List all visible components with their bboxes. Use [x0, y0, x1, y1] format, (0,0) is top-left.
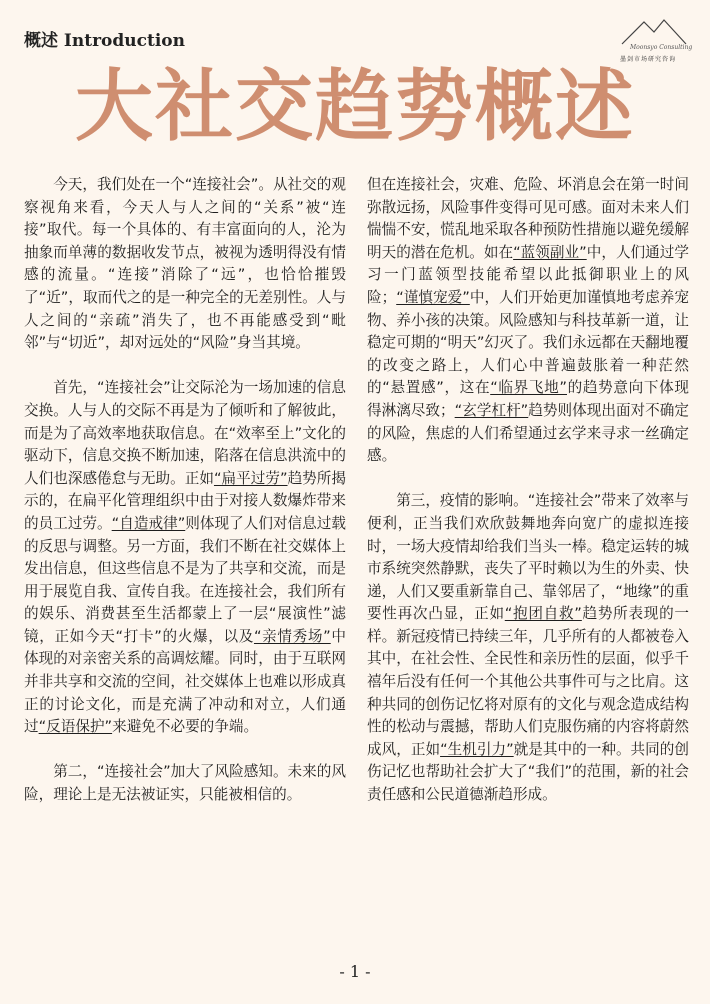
- right-column: [367, 174, 689, 807]
- keyword-metaphysics-leverage: “玄学杠杆”: [454, 401, 529, 419]
- paragraph-first: 首先，“连接社会”让交际沦为一场加速的信息交换。人与人的交际不再是为了倾听和了解彼此，而是为了高效率地获取信息。在“效率至上”文化的驱动下，信息交换不断加速，陷落在信息洪流中的人们也深感倦怠与无助。正如“扁平过劳”趋势所揭示的，在扁平化管理组织中由于对接人数爆炸带来的员工过劳。“自造戒律”则体现了人们对信息过载的反思与调整。另一方面，我们不断在社交媒体上发出信息，但这些信息不是为了共享和交流，而是用于展览自我、宣传自我。在连接社会，我们所有的娱乐、消费甚至生活都蒙上了一层“展演性”滤镜，正如今天“打卡”的火爆，以及“亲情秀场”中体现的对亲密关系的高调炫耀。同时，由于互联网并非共享和交流的空间，社交媒体上也难以形成真正的讨论文化，而是充满了冲动和对立，人们通过“反语保护”来避免不必要的争端。: [24, 379, 346, 736]
- mountain-logo-icon: [614, 14, 694, 46]
- keyword-self-discipline: “自造戒律”: [111, 514, 186, 532]
- keyword-flat-overwork: “扁平过劳”: [213, 469, 288, 487]
- paragraph-third: 第三，疫情的影响。“连接社会”带来了效率与便利，正当我们欢欣鼓舞地奔向宽广的虚拟连接时，一场大疫情却给我们当头一棒。稳定运转的城市系统突然静默，丧失了平时赖以为生的外卖、快递，人们又要重新靠自己、靠邻居了，“地缘”的重要性再次凸显，正如“抱团自救”趋势所表现的一样。新冠疫情已持续三年，几乎所有的人都被卷入其中，在社会性、全民性和亲历性的层面，似乎千禧年后没有任何一个其他公共事件可与之比肩。这种共同的创伤记忆将对原有的文化与观念造成结构性的松动与震撼，帮助人们克服伤痛的内容将蔚然成风，正如“生机引力”就是其中的一种。共同的创伤记忆也帮助社会扩大了“我们”的范围，新的社会责任感和公民道德渐趋形成。: [367, 492, 689, 804]
- keyword-group-self-rescue: “抱团自救”: [504, 605, 582, 623]
- keyword-irony-protection: “反语保护”: [38, 718, 113, 736]
- paragraph-second: 第二，“连接社会”加大了风险感知。未来的风险，理论上是无法被证实，只能被相信的。: [24, 763, 346, 804]
- logo-brand-text: Moonsyo Consulting: [630, 44, 693, 51]
- keyword-cautious-pampering: “谨慎宠爱”: [396, 288, 470, 306]
- keyword-family-show: “亲情秀场”: [253, 627, 331, 645]
- keyword-critical-enclave: “临界飞地”: [490, 379, 567, 397]
- logo-org-text: 墨剑市场研究咨询: [620, 56, 677, 63]
- page-title: 大社交趋势概述: [74, 61, 635, 152]
- company-logo: [614, 14, 694, 64]
- keyword-blue-collar-side-job: “蓝领副业”: [513, 243, 587, 261]
- page-number: - 1 -: [339, 962, 371, 981]
- section-title: 概述 Introduction: [24, 31, 185, 51]
- paragraph-intro: 今天，我们处在一个“连接社会”。从社交的观察视角来看，今天人与人之间的“关系”被“连接”取代。每一个具体的、有丰富面向的人，沦为抽象而单薄的数据收发节点，被视为透明得没有情感的流量。“连接”消除了“远”，也恰恰摧毁了“近”，取而代之的是一种完全的无差别性。人与人之间的“亲疏”消失了，也不再能感受到“毗邻”与“切近”，却对远处的“风险”身当其境。: [24, 176, 346, 352]
- left-column: [24, 174, 346, 807]
- keyword-vitality-gravity: “生机引力”: [440, 740, 514, 758]
- paragraph-second-continued: 但在连接社会，灾难、危险、坏消息会在第一时间弥散远扬，风险事件变得可见可感。面对未来人们惴惴不安，慌乱地采取各种预防性措施以避免缓解明天的潜在危机。如在“蓝领副业”中，人们通过学习一门蓝领型技能希望以此抵御职业上的风险；“谨慎宠爱”中，人们开始更加谨慎地考虑养宠物、养小孩的决策。风险感知与科技革新一道，让稳定可期的“明天”幻灭了。我们永远都在天翻地覆的改变之路上，人们心中普遍鼓胀着一种茫然的“悬置感”，这在“临界飞地”的趋势意向下体现得淋漓尽致；“玄学杠杆”趋势则体现出面对不确定的风险，焦虑的人们希望通过玄学来寻求一丝确定感。: [367, 176, 689, 465]
